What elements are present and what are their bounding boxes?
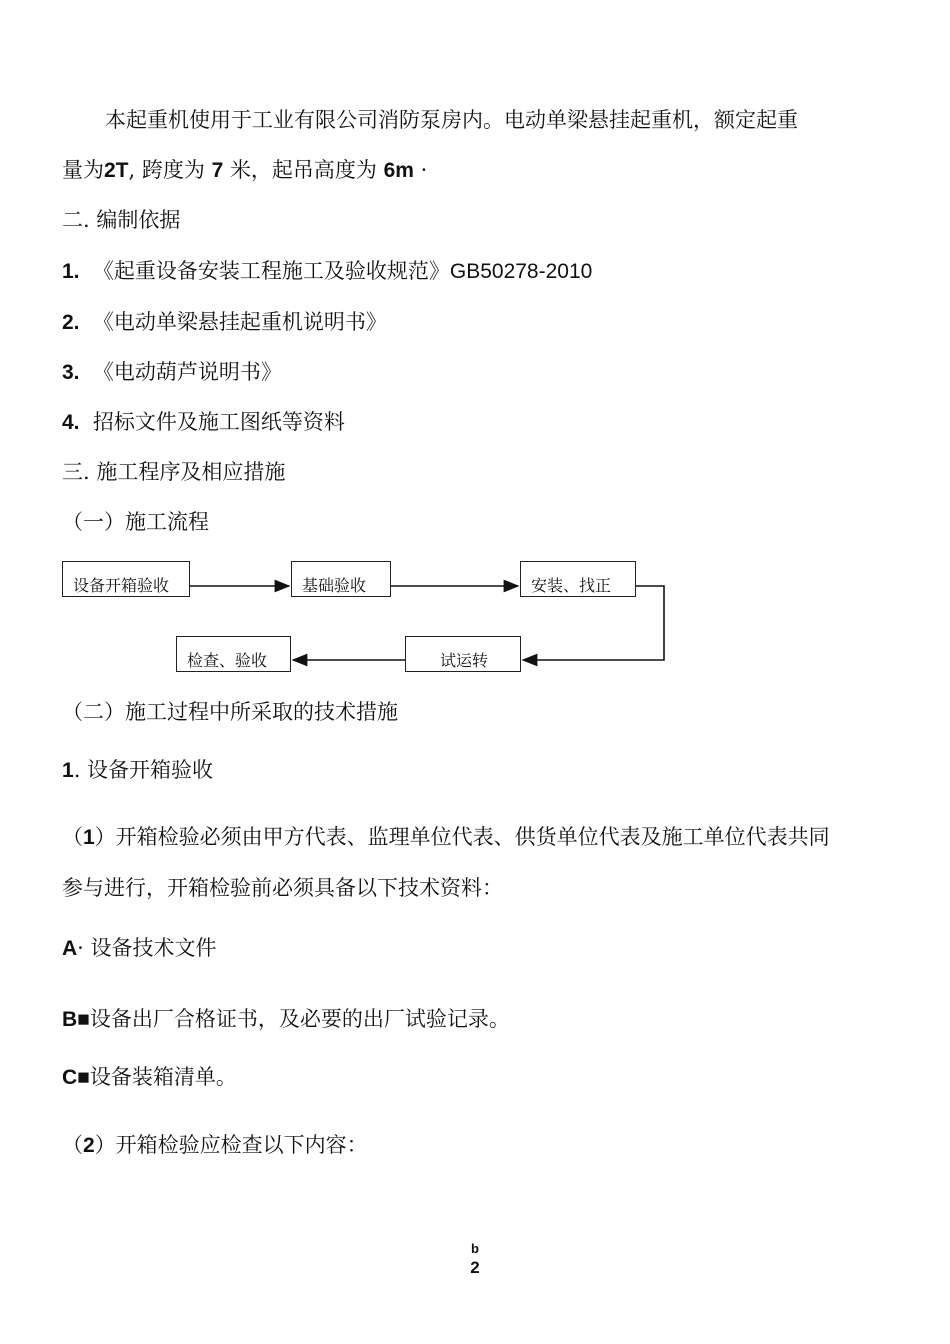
item-text: 设备装箱清单。 [89, 1065, 237, 1089]
rated-load: 2T [104, 159, 129, 182]
list-number: 3. [62, 361, 80, 384]
flow-step-foundation: 基础验收 [291, 561, 391, 597]
flow-step-unpacking: 设备开箱验收 [62, 561, 190, 597]
subheading-measures: （二）施工过程中所采取的技术措施 [62, 700, 398, 724]
paragraph-1-line-1 [62, 823, 830, 852]
paragraph-2 [62, 1131, 368, 1160]
item-text: 设备出厂合格证书，及必要的出厂试验记录。 [89, 1007, 510, 1031]
list-number: 2. [62, 311, 80, 334]
item-label: B■ [62, 1008, 90, 1031]
doc-item-a [62, 934, 217, 963]
list-number: 1. [62, 260, 80, 283]
list-text: 《电动单梁悬挂起重机说明书》 [92, 310, 387, 334]
measure-item-1 [62, 756, 213, 785]
paragraph-1-line-2: 参与进行，开箱检验前必须具备以下技术资料： [62, 876, 503, 900]
paren: （ [62, 825, 83, 849]
intro-text: 量为 [62, 158, 104, 182]
intro-line-1: 本起重机使用于工业有限公司消防泵房内。电动单梁悬挂起重机，额定起重 [105, 108, 798, 132]
item-text: · 设备技术文件 [77, 936, 217, 960]
intro-text: 米，起吊高度为 [229, 158, 377, 182]
item-label: A [62, 937, 78, 960]
list-text: 《起重设备安装工程施工及验收规范》 [92, 259, 450, 283]
standard-code: GB50278-2010 [449, 260, 593, 283]
paragraph-text: ）开箱检验应检查以下内容： [94, 1133, 368, 1157]
intro-text: , 跨度为 [128, 158, 205, 182]
list-text: 招标文件及施工图纸等资料 [92, 410, 345, 434]
paragraph-text: ）开箱检验必须由甲方代表、监理单位代表、供货单位代表及施工单位代表共同 [94, 825, 830, 849]
paragraph-number: 2 [83, 1134, 95, 1157]
section-heading-basis: 二. 编制依据 [62, 208, 181, 232]
arrow-3 [523, 586, 664, 660]
lift-height: 6m [383, 159, 414, 182]
page-number: 2 [470, 1258, 480, 1277]
list-number: 1 [62, 759, 74, 782]
subheading-flow: （一）施工流程 [62, 510, 209, 534]
flow-step-trial-run: 试运转 [405, 636, 521, 672]
footer-mark: b [471, 1241, 479, 1256]
paren: （ [62, 1133, 83, 1157]
span-length: 7 [211, 159, 224, 182]
flow-step-install: 安装、找正 [520, 561, 636, 597]
intro-dot: · [420, 158, 428, 182]
paragraph-number: 1 [83, 826, 95, 849]
list-text: 《电动葫芦说明书》 [92, 360, 282, 384]
list-text: . 设备开箱验收 [73, 758, 214, 782]
doc-item-c [62, 1063, 237, 1092]
doc-item-b [62, 1005, 510, 1034]
list-number: 4. [62, 411, 80, 434]
section-heading-procedure: 三. 施工程序及相应措施 [62, 460, 286, 484]
flow-step-inspection: 检查、验收 [176, 636, 291, 672]
item-label: C■ [62, 1066, 90, 1089]
